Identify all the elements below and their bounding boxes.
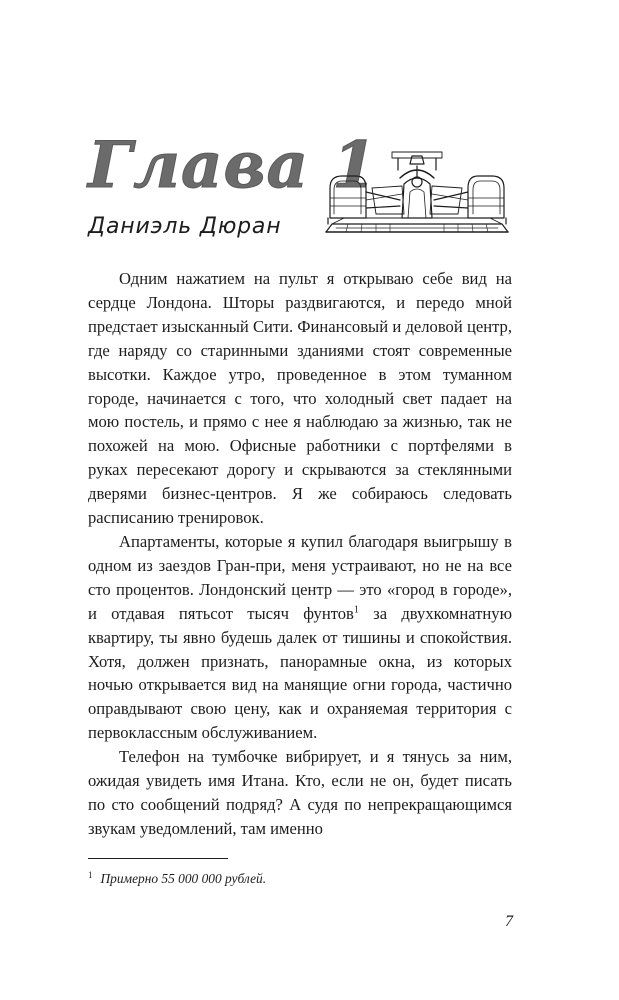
race-car-illustration [322,148,512,238]
paragraph-2 [88,530,512,745]
footnote-divider [88,858,228,859]
chapter-title: Глава 1 [88,128,378,203]
footnote-reference: 1 [353,604,359,616]
paragraph-2-text: Апартаменты, которые я купил благодаря выигрышу в одном из заездов Гран-при, меня устраивают, но не на все сто процентов. Лондонский центр — это «город в городе», и отдавая пятьсот тысяч фунтов [88,531,512,623]
footnote-text: Примерно 55 000 000 рублей. [100,871,267,886]
page-number: 7 [505,913,513,930]
paragraph-1: Одним нажатием на пульт я открываю себе вид на сердце Лондона. Шторы раздвигаются, и передо мной предстает изысканный Сити. Финансовый и деловой центр, где наряду со старинными зданиями стоят современные высотки. Каждое утро, проведенное в этом туманном городе, начинается с того, что холодный свет падает на мою постель, и прямо с нее я наблюдаю за жизнью, так не похожей на мою. Офисные работники с портфелями в руках пересекают дорогу и скрываются за стеклянными дверями бизнес-центров. Я же собираюсь следовать расписанию тренировок. [88,269,512,528]
footnote [88,870,266,888]
paragraph-2-continuation: за двухкомнатную квартиру, ты явно будешь далек от тишины и спокойствия. Хотя, должен признать, панорамные окна, из которых ночью открывается вид на манящие огни города, частично оправдывают свою цену, как и охраняемая территория с первоклассным обслуживанием. [88,603,512,743]
footnote-number: 1 [88,869,93,880]
body-text [88,267,512,841]
chapter-subtitle: Даниэль Дюран [88,214,282,239]
paragraph-3: Телефон на тумбочке вибрирует, и я тянусь за ним, ожидая увидеть имя Итана. Кто, если не он, будет писать по сто сообщений подряд? А судя по непрекращающимся звукам уведомлений, там именно [88,747,512,838]
